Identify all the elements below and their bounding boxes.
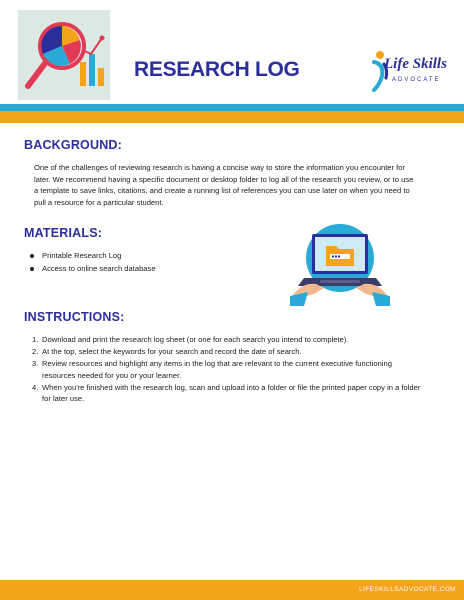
header-band-blue xyxy=(0,104,464,111)
brand-logo xyxy=(370,48,460,96)
item-text: When you're finished with the research log, scan and upload into a folder or file the printed paper copy in a folder for later use. xyxy=(42,382,421,403)
page-title: RESEARCH LOG xyxy=(134,58,300,81)
list-item: Printable Research Log xyxy=(28,250,156,263)
footer-band xyxy=(0,580,464,600)
item-number: 2. xyxy=(32,347,39,356)
item-text: At the top, select the keywords for your search and record the date of search. xyxy=(42,347,302,356)
instructions-list xyxy=(34,334,426,405)
logo-wordmark: Life Skills xyxy=(384,56,447,72)
list-item xyxy=(34,382,426,405)
instructions-heading: INSTRUCTIONS: xyxy=(24,310,125,324)
item-text: Review resources and highlight any items in the log that are relevant to the current executive functioning resources needed for you or your learner. xyxy=(42,359,392,380)
footer-url: LIFESKILLSADVOCATE.COM xyxy=(359,586,456,593)
background-text: One of the challenges of reviewing research is having a concise way to store the information you encounter for later. We recommend having a specific document or desktop folder to log all of the research you review, or to use a template to save links, citations, and create a running list of references you can use later on when you need to pull a resource for a particular student. xyxy=(34,163,414,207)
list-item xyxy=(34,334,426,346)
item-number: 1. xyxy=(32,335,39,344)
list-item xyxy=(34,358,426,381)
item-number: 3. xyxy=(32,359,39,368)
item-number: 4. xyxy=(32,382,39,392)
logo-subtitle: ADVOCATE xyxy=(392,77,441,83)
header-band-orange xyxy=(0,111,464,123)
materials-list xyxy=(28,250,156,275)
materials-heading: MATERIALS: xyxy=(24,226,103,240)
laptop-folder-icon xyxy=(290,222,390,307)
magnifier-chart-icon xyxy=(18,10,110,100)
background-heading: BACKGROUND: xyxy=(24,138,123,152)
list-item xyxy=(34,346,426,358)
list-item: Access to online search database xyxy=(28,263,156,276)
item-text: Download and print the research log sheet (or one for each search you intend to complete). xyxy=(42,335,349,344)
